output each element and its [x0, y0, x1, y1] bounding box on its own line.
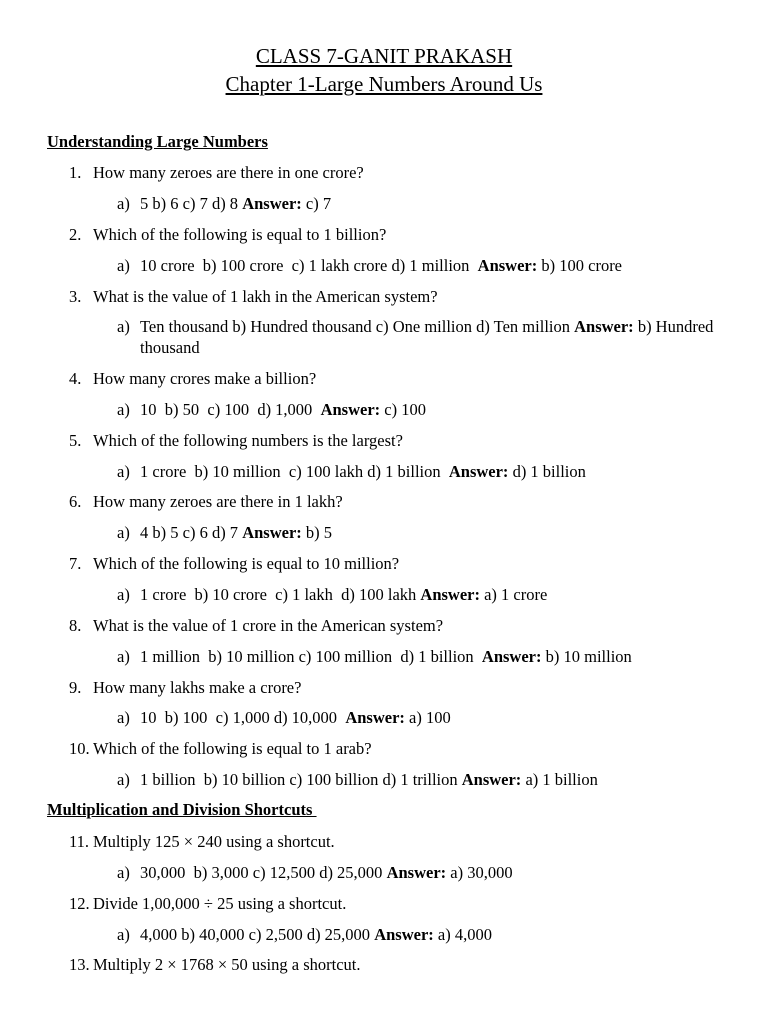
question-text: Which of the following is equal to 10 million?	[93, 554, 400, 573]
question-number: 10.	[69, 739, 90, 758]
class-title: CLASS 7-GANIT PRAKASH	[255, 44, 513, 68]
answer-label: Answer:	[374, 925, 434, 944]
question-number: 9.	[69, 678, 82, 697]
option-text: 4 b) 5 c) 6 d) 7	[140, 523, 243, 542]
answer-label: Answer:	[345, 708, 405, 727]
answer-text: b) 100 crore	[537, 256, 623, 275]
option-marker: a)	[117, 523, 130, 542]
answer-label: Answer:	[481, 647, 542, 666]
question-number: 13.	[69, 955, 90, 974]
option-text: 1 crore b) 10 crore c) 1 lakh d) 100 lakh	[140, 585, 421, 604]
answer-label: Answer:	[477, 256, 538, 275]
option-text: 4,000 b) 40,000 c) 2,500 d) 25,000	[140, 925, 375, 944]
question-number: 12.	[69, 894, 90, 913]
question-text: Multiply 2 × 1768 × 50 using a shortcut.	[93, 955, 361, 974]
option-marker: a)	[117, 647, 130, 666]
question-text: Which of the following is equal to 1 arab?	[93, 739, 372, 758]
question-text: What is the value of 1 crore in the American system?	[93, 616, 444, 635]
answer-label: Answer:	[448, 462, 509, 481]
option-text: 1 crore b) 10 million c) 100 lakh d) 1 billion	[140, 462, 449, 481]
question-number: 3.	[69, 287, 82, 306]
answer-label: Answer:	[242, 194, 302, 213]
question-text: How many crores make a billion?	[93, 369, 317, 388]
question-text: Which of the following numbers is the largest?	[93, 431, 403, 450]
answer-text: a) 30,000	[446, 863, 513, 882]
question-text: Which of the following is equal to 1 billion?	[93, 225, 387, 244]
option-text: Ten thousand b) Hundred thousand c) One million d) Ten million	[140, 317, 575, 336]
option-marker: a)	[117, 317, 130, 336]
option-text: 10 b) 100 c) 1,000 d) 10,000	[140, 708, 346, 727]
question-text: Multiply 125 × 240 using a shortcut.	[93, 832, 335, 851]
section-heading-shortcuts: Multiplication and Division Shortcuts	[47, 800, 317, 819]
answer-text: d) 1 billion	[508, 462, 586, 481]
question-number: 11.	[69, 832, 90, 851]
answer-text: b) 10 million	[541, 647, 632, 666]
option-marker: a)	[117, 194, 130, 213]
question-number: 8.	[69, 616, 82, 635]
option-marker: a)	[117, 256, 130, 275]
option-text: 10 crore b) 100 crore c) 1 lakh crore d) 1 million	[140, 256, 478, 275]
question-number: 1.	[69, 163, 82, 182]
question-text: How many zeroes are there in one crore?	[93, 163, 364, 182]
answer-text: c) 7	[301, 194, 332, 213]
question-text: How many lakhs make a crore?	[93, 678, 302, 697]
answer-label: Answer:	[574, 317, 634, 336]
answer-text: c) 100	[380, 400, 426, 419]
answer-label: Answer:	[420, 585, 480, 604]
answer-text: a) 100	[404, 708, 451, 727]
question-text: What is the value of 1 lakh in the American system?	[93, 287, 438, 306]
option-marker: a)	[117, 585, 130, 604]
question-number: 5.	[69, 431, 82, 450]
option-marker: a)	[117, 863, 130, 882]
answer-label: Answer:	[320, 400, 381, 419]
question-text: Divide 1,00,000 ÷ 25 using a shortcut.	[93, 894, 347, 913]
answer-label: Answer:	[461, 770, 522, 789]
answer-text: b) Hundred thousand	[140, 317, 714, 357]
option-text: 1 billion b) 10 billion c) 100 billion d) 1 trillion	[140, 770, 462, 789]
question-text: How many zeroes are there in 1 lakh?	[93, 492, 343, 511]
option-marker: a)	[117, 770, 130, 789]
question-number: 7.	[69, 554, 82, 573]
answer-text: a) 1 crore	[479, 585, 548, 604]
option-text: 10 b) 50 c) 100 d) 1,000	[140, 400, 321, 419]
option-text: 1 million b) 10 million c) 100 million d) 1 billion	[140, 647, 482, 666]
option-marker: a)	[117, 708, 130, 727]
question-number: 2.	[69, 225, 82, 244]
option-text: 5 b) 6 c) 7 d) 8	[140, 194, 243, 213]
option-marker: a)	[117, 400, 130, 419]
answer-label: Answer:	[242, 523, 302, 542]
option-marker: a)	[117, 925, 130, 944]
answer-text: b) 5	[301, 523, 333, 542]
answer-text: a) 1 billion	[521, 770, 598, 789]
answer-label: Answer:	[386, 863, 447, 882]
question-number: 6.	[69, 492, 82, 511]
chapter-title: Chapter 1-Large Numbers Around Us	[225, 72, 543, 96]
question-number: 4.	[69, 369, 82, 388]
answer-text: a) 4,000	[433, 925, 492, 944]
option-marker: a)	[117, 462, 130, 481]
option-text: 30,000 b) 3,000 c) 12,500 d) 25,000	[140, 863, 387, 882]
section-heading-understanding: Understanding Large Numbers	[47, 132, 268, 151]
